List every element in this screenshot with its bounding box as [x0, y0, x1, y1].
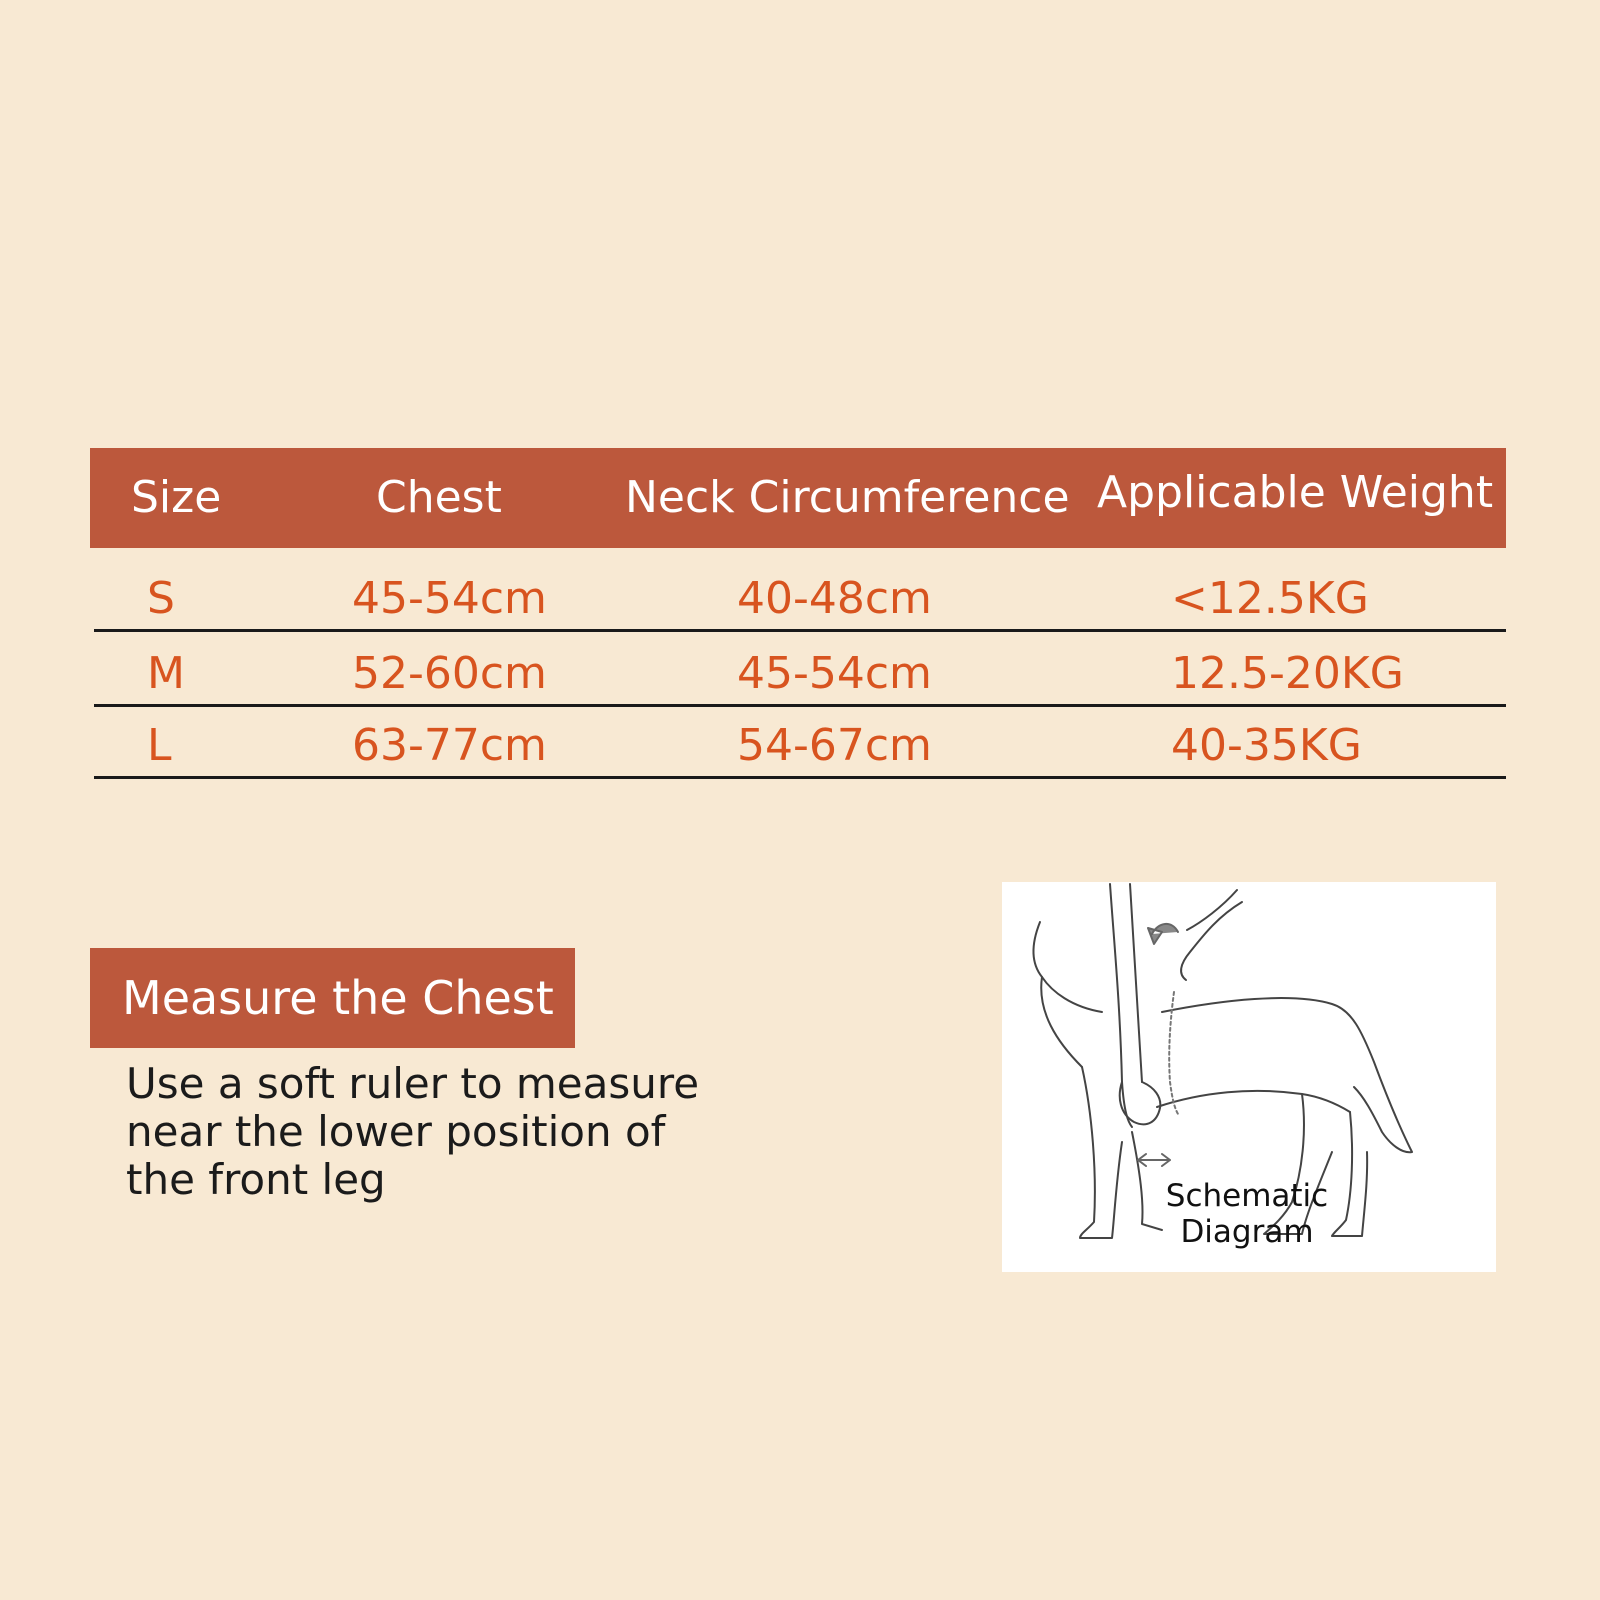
person-arm-2 — [1130, 884, 1142, 1082]
cell-chest: 63-77cm — [352, 720, 547, 771]
header-chest: Chest — [376, 472, 502, 523]
table-row — [94, 632, 1506, 707]
cell-size: L — [147, 720, 172, 771]
measure-description: Use a soft ruler to measure near the lower position of the front leg — [126, 1059, 700, 1204]
measure-title-banner — [90, 948, 575, 1048]
cell-chest: 52-60cm — [352, 648, 547, 699]
dog-head-outline — [1034, 922, 1103, 1012]
cell-size: M — [147, 648, 185, 699]
cell-chest: 45-54cm — [352, 573, 547, 624]
header-size: Size — [131, 472, 222, 523]
header-applicable-weight: Applicable Weight — [1097, 467, 1494, 518]
person-hand — [1120, 1082, 1161, 1124]
dog-front-leg — [1080, 1067, 1122, 1238]
dog-back-outline — [1162, 998, 1412, 1152]
cell-weight: 40-35KG — [1171, 720, 1362, 771]
table-row — [94, 568, 1506, 632]
double-arrow — [1138, 1154, 1170, 1166]
cell-size: S — [147, 573, 175, 624]
measure-title: Measure the Chest — [122, 971, 554, 1025]
cell-neck: 54-67cm — [737, 720, 932, 771]
cell-neck: 45-54cm — [737, 648, 932, 699]
cell-weight: 12.5-20KG — [1171, 648, 1404, 699]
cell-weight: <12.5KG — [1171, 573, 1369, 624]
cell-neck: 40-48cm — [737, 573, 932, 624]
table-body — [90, 548, 1506, 878]
dog-neck-outline — [1041, 977, 1082, 1067]
table-row — [94, 704, 1506, 779]
schematic-diagram — [1002, 882, 1496, 1272]
tape-arrow — [1148, 924, 1178, 944]
header-neck-circumference: Neck Circumference — [625, 472, 1070, 523]
table-header — [90, 448, 1506, 548]
dog-belly-outline — [1157, 1091, 1350, 1112]
size-table — [90, 448, 1506, 878]
diagram-label: Schematic Diagram — [1165, 1178, 1329, 1250]
